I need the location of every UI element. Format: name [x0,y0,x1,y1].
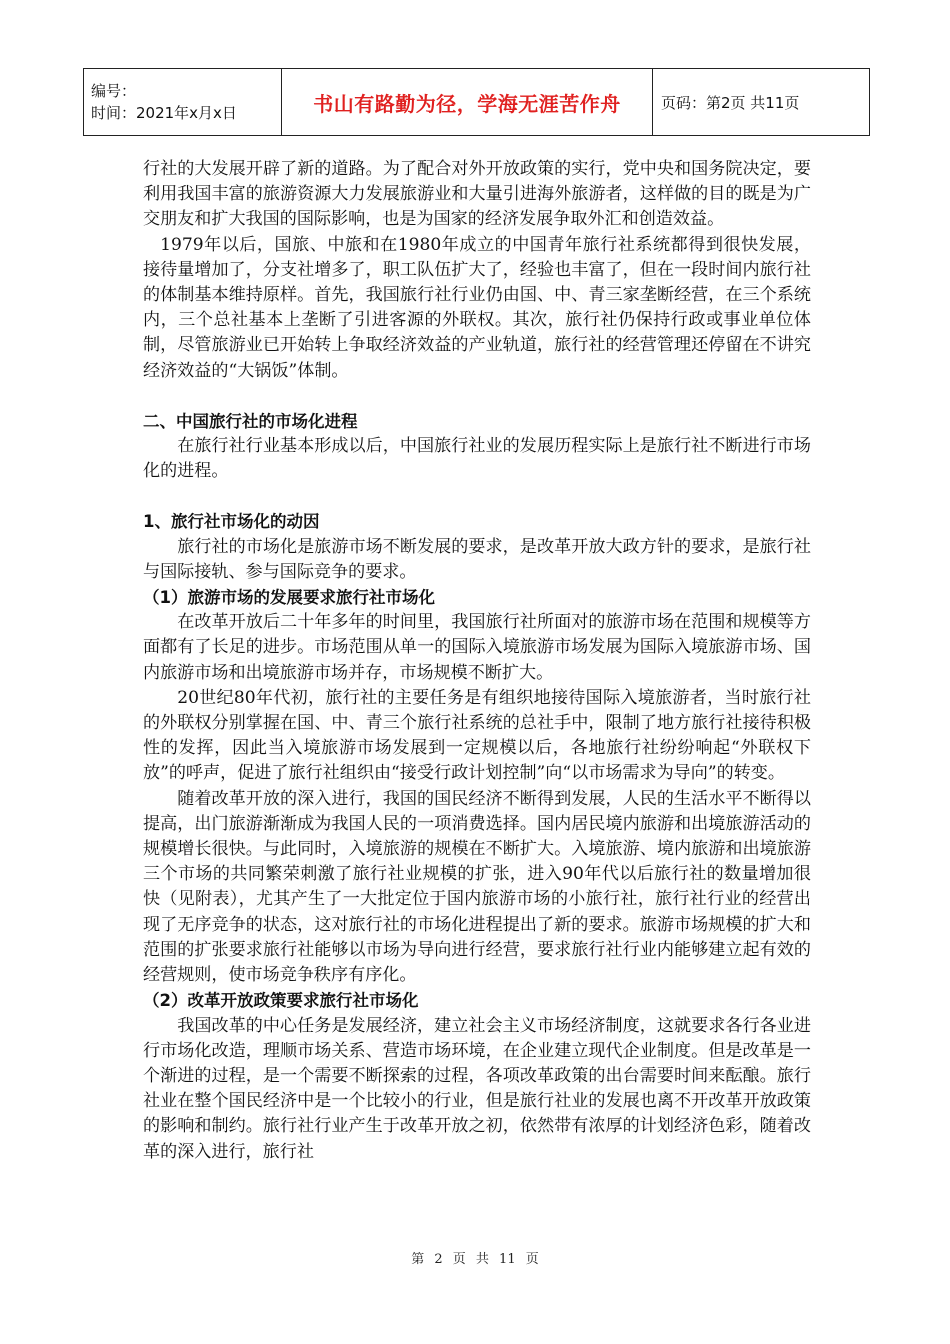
subsection-heading: （2）改革开放政策要求旅行社市场化 [143,991,419,1011]
subsection-heading: 1、旅行社市场化的动因 [143,512,320,532]
paragraph: 行社的大发展开辟了新的道路。为了配合对外开放政策的实行，党中央和国务院决定，要利用我国丰富的旅游资源大力发展旅游业和大量引进海外旅游者，这样做的目的既是为广交朋友和扩大我国的国际影响，也是为国家的经济发展争取外汇和创造效益。 [143,159,811,230]
paragraph: 我国改革的中心任务是发展经济，建立社会主义市场经济制度，这就要求各行各业进行市场化改造，理顺市场关系、营造市场环境，在企业建立现代企业制度。但是改革是一个渐进的过程，是一个需要不断探索的过程，各项改革政策的出台需要时间来酝酿。旅行社业在整个国民经济中是一个比较小的行业，但是旅行社业的发展也离不开改革开放政策的影响和制约。旅行社行业产生于改革开放之初，依然带有浓厚的计划经济色彩，随着改革的深入进行，旅行社 [143,1015,811,1162]
header-meta-cell [84,69,282,136]
document-number-label: 编号： [91,82,137,100]
spacer [143,384,811,409]
page-footer: 第 2 页 共 11 页 [411,1252,539,1267]
paragraph: 1979年以后，国旅、中旅和在1980年成立的中国青年旅行社系统都得到很快发展，接待量增加了，分支社增多了，职工队伍扩大了，经验也丰富了，但在一段时间内旅行社的体制基本维持原样。首先，我国旅行社行业仍由国、中、青三家垄断经营，在三个系统内，三个总社基本上垄断了引进客源的外联权。其次，旅行社仍保持行政或事业单位体制，尽管旅游业已开始转上争取经济效益的产业轨道，旅行社的经营管理还停留在不讲究经济效益的“大锅饭”体制。 [143,234,811,381]
section-heading: 二、中国旅行社的市场化进程 [143,411,358,431]
paragraph: 20世纪80年代初，旅行社的主要任务是有组织地接待国际入境旅游者，当时旅行社的外联权分别掌握在国、中、青三个旅行社系统的总社手中，限制了地方旅行社接待积极性的发挥，因此当入境旅游市场发展到一定规模以后，各地旅行社纷纷响起“外联权下放”的呼声，促进了旅行社组织由“接受行政计划控制”向“以市场需求为导向”的转变。 [143,687,811,784]
header-motto: 书山有路勤为径，学海无涯苦作舟 [282,69,653,136]
paragraph: 在旅行社行业基本形成以后，中国旅行社业的发展历程实际上是旅行社不断进行市场化的进程。 [143,436,811,482]
paragraph: 在改革开放后二十年多年的时间里，我国旅行社所面对的旅游市场在范围和规模等方面都有了长足的进步。市场范围从单一的国际入境旅游市场发展为国际入境旅游市场、国内旅游市场和出境旅游市场并存，市场规模不断扩大。 [143,612,811,683]
document-body [143,157,811,1165]
paragraph: 旅行社的市场化是旅游市场不断发展的要求，是改革开放大政方针的要求，是旅行社与国际接轨、参与国际竞争的要求。 [143,536,811,582]
subsection-heading: （1）旅游市场的发展要求旅行社市场化 [143,588,435,608]
spacer [143,484,811,509]
header-page-info: 页码：第2页 共11页 [653,69,870,136]
paragraph: 随着改革开放的深入进行，我国的国民经济不断得到发展，人民的生活水平不断得以提高，出门旅游渐渐成为我国人民的一项消费选择。国内居民境内旅游和出境旅游活动的规模增长很快。与此同时，入境旅游的规模在不断扩大。入境旅游、境内旅游和出境旅游三个市场的共同繁荣刺激了旅行社业规模的扩张，进入90年代以后旅行社的数量增加很快（见附表），尤其产生了一大批定位于国内旅游市场的小旅行社，旅行社行业的经营出现了无序竞争的状态，这对旅行社的市场化进程提出了新的要求。旅游市场规模的扩大和范围的扩张要求旅行社能够以市场为导向进行经营，要求旅行社行业内能够建立起有效的经营规则，使市场竞争秩序有序化。 [143,788,811,986]
header-table [83,68,870,136]
document-time-label: 时间：2021年x月x日 [91,104,237,122]
